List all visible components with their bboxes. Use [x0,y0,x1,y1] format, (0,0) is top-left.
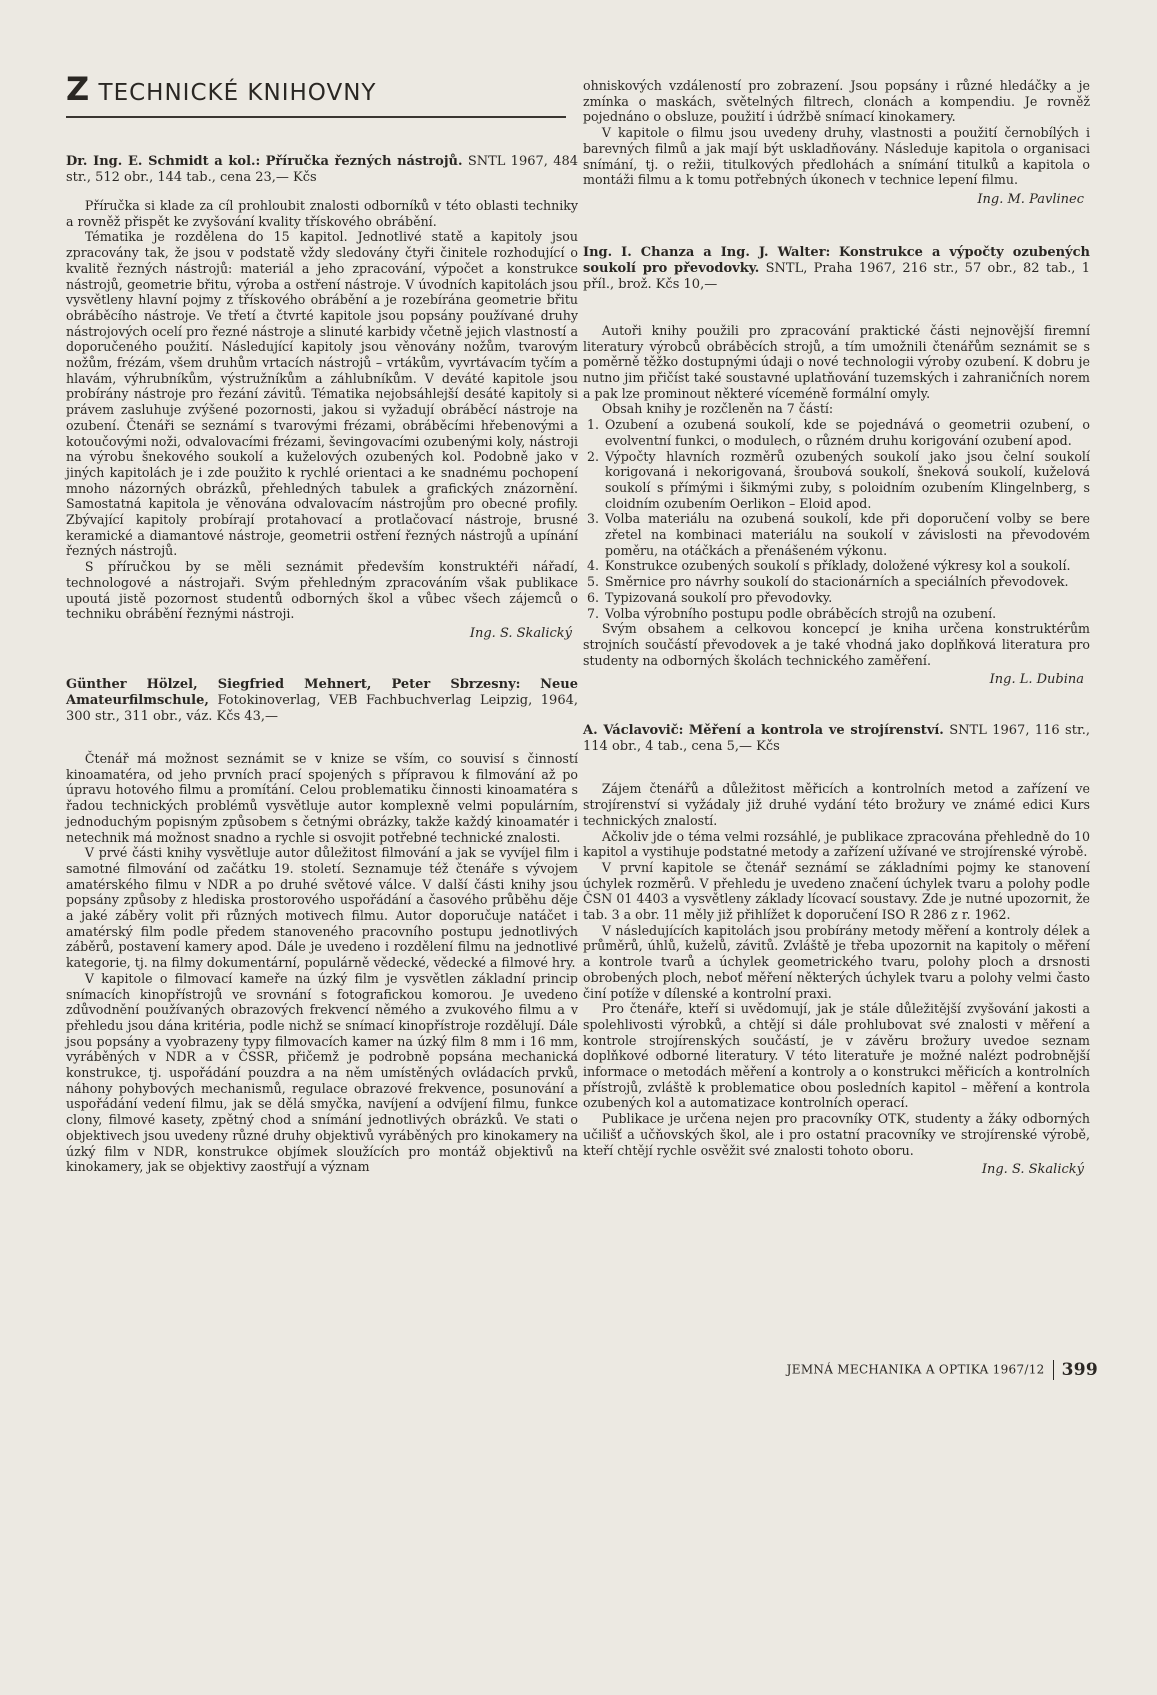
paragraph: V následujících kapitolách jsou probírány metody měření a kontroly délek a průměrů, úhlů, kuželů, závitů. Zvláště je třeba upozornit na kapitoly o měření a kontrole tvarů a úchylek geometrického tvaru, polohy ploch a drsnosti obrobených ploch, neboť měření některých úchylek tvaru a polohy velmi často činí potíže v dílenské a kontrolní praxi. [583,922,1090,1001]
review-pubinfo: SNTL 1967, 484 str., 512 obr., 144 tab., cena 23,— Kčs [66,154,579,185]
paragraph: S příručkou by se měli seznámit především konstruktéři nářadí, technologové a nástrojaři. Svým přehledným zpracováním však publikace upoutá jistě pozornost studentů odborných škol a vůbec všech zájemců o techniku obrábění řeznými nástroji. [66,559,578,622]
paragraph: Pro čtenáře, kteří si uvědomují, jak je stále důležitější zvyšování jakosti a spolehlivosti výrobků, a chtějí si dále prohlubovat své znalosti v měření a kontrole strojírenských součástí, je v závěru brožury uvedoe seznam doplňkové odborné literatury. V této literatuře je možné nalézt podrobnější informace o metodách měření a kontroly a o konstrukci měřicích a kontrolních přístrojů, zvláště k problematice obou posledních kapitol – měření a kontrola ozubených kol a automatizace kontrolních operací. [583,1001,1090,1111]
paragraph: Publikace je určena nejen pro pracovníky OTK, studenty a žáky odborných učilišť a učňovských škol, ale i pro ostatní pracovníky ve strojírenské výrobě, kteří chtějí rychle osvěžit své znalosti tohoto oboru. [583,1111,1090,1158]
review-chanza [583,245,1090,687]
review-citation [66,154,578,186]
list-item: 7. Volba výrobního postupu podle obráběcích strojů na ozubení. [603,606,1090,622]
review-body [583,781,1090,1158]
paragraph: Tématika je rozdělena do 15 kapitol. Jednotlivé statě a kapitoly jsou zpracovány tak, že jsou v podstatě vždy sledovány čtyři činitele rozhodující o kvalitě řezných nástrojů: materiál a jeho zpracování, výpočet a konstrukce nástrojů, geometrie břitu, výroba a ostření nástroje. V úvodních kapitolách jsou vysvětleny hlavní pojmy z třískového obrábění a je rozebírána geometrie břitu obráběcího nástroje. Ve třetí a čtvrté kapitole jsou popsány používané druhy nástrojových ocelí pro řezné nástroje a slinuté karbidy včetně jejich vlastností a doporučeného použití. Následující kapitoly jsou věnovány nožům, tvarovým nožům, frézám, všem druhům vrtacích nástrojů – vrtákům, vyvrtávacím tyčím a hlavám, výhrubníkům, výstružníkům a záhlubníkům. V deváté kapitole jsou probírány nástroje pro řezání závitů. Tématika nejobsáhlejší desáté kapitoly si právem zasluhuje zvýšené pozornosti, jakou si vyžadují obráběcí nástroje na ozubení. Čtenáři se seznámí s tvarovými frézami, obráběcími hřebenovými a kotoučovými noži, odvalovacími frézami, ševingovacími ozubenými koly, nástroji na výrobu šnekového soukolí a kuželových ozubených kol. Podobně jako v jiných kapitolách je i zde použito k rychlé orientaci a ke snadnému pochopení mnoho názorných obrázků, přehledných tabulek a grafických znázornění. Samostatná kapitola je věnována odvalovacím nástrojům pro obecné profily. Zbývající kapitoly probírají protahovací a protlačovací nástroje, brusné keramické a diamantové nástroje, geometrii ostření řezných nástrojů a upínání řezných nástrojů. [66,229,578,559]
review-signature: Ing. M. Pavlinec [977,191,1084,207]
paragraph: V první kapitole se čtenář seznámí se základními pojmy ke stanovení úchylek rozměrů. V přehledu je uvedeno značení úchylek tvaru a polohy podle ČSN 01 4403 a vysvětleny základy lícovací soustavy. Zde je nutné upozornit, že tab. 3 a obr. 11 měly již přihlížet k doporučení ISO R 286 z r. 1962. [583,859,1090,923]
list-item: 6. Typizovaná soukolí pro převodovky. [603,590,1090,606]
right-column [583,78,1090,1177]
paragraph: Autoři knihy použili pro zpracování praktické části nejnovější firemní literatury výrobců obráběcích strojů, a tím umožnili čtenářům seznámit se s poměrně těžko dostupnými údaji o nové technologii výroby ozubení. K dobru je nutno jim přičíst také soustavné uplatňování tuzemských i zahraničních norem a pak lze prominout některé víceméně formální omyly. [583,322,1090,401]
paragraph: ohniskových vzdáleností pro zobrazení. Jsou popsány i různé hledáčky a je zmínka o maskách, světelných filtrech, clonách a kompendiu. Je rovněž pojednáno o obsluze, použití i údržbě snímací kinokamery. [583,78,1090,125]
paragraph: Zájem čtenářů a důležitost měřicích a kontrolních metod a zařízení ve strojírenství si vyžádaly již druhé vydání této brožury ve známé edici Kurs technických znalostí. [583,781,1090,828]
list-item: 5. Směrnice pro návrhy soukolí do stacionárních a speciálních převodovek. [603,574,1090,590]
review-title: Konstrukce a výpočty ozubených soukolí pro převodovky. [583,244,1090,276]
list-item: 4. Konstrukce ozubených soukolí s příklady, doložené výkresy kol a soukolí. [603,558,1090,574]
review-hoelzel [66,677,578,1175]
paragraph: V kapitole o filmu jsou uvedeny druhy, vlastnosti a použití černobílých i barevných filmů a jak mají být uskladňovány. Následuje kapitola o organisaci snímání, tj. o režii, titulkových předlohách a snímání titulků a kapitola o montáži filmu a k tomu potřebných úkonech v technice lepení filmu. [583,125,1090,188]
review-signature: Ing. S. Skalický [981,1162,1084,1178]
left-column [66,70,578,1175]
review-pubinfo: Fotokinoverlag, VEB Fachbuchverlag Leipzig, 1964, 300 str., 311 obr., váz. Kčs 43,— [66,692,578,724]
list-item: 2. Výpočty hlavních rozměrů ozubených soukolí jako jsou čelní soukolí korigovaná i nekorigovaná, šroubová soukolí, šneková soukolí, kuželová soukolí s přímými i šikmými zuby, s poloidním ozubením Klingelnberg, s cloidním ozubením Oerlikon – Eloid apod. [603,449,1090,512]
review-citation [583,245,1090,293]
paragraph: V prvé části knihy vysvětluje autor důležitost filmování a jak se vyvíjel film i samotné filmování od začátku 19. století. Seznamuje též čtenáře s vývojem amatérského filmu v NDR a po druhé světové válce. V další části knihy jsou popsány způsoby z hlediska prostorového uspořádání a časového průběhu děje a jaké záběry volit při různých motivech filmu. Autor doporučuje natáčet i amatérský film podle předem stanoveného pracovního postupu jednotlivých záběrů, postavení kamery apod. Dále je uvedeno i rozdělení filmu na jednotlivé kategorie, tj. na filmy dokumentární, populárně vědecké, vědecké a filmové hry. [66,845,578,971]
review-body-outro [583,621,1090,668]
paragraph: Příručka si klade za cíl prohloubit znalosti odborníků v této oblasti techniky a rovněž přispět ke zvyšování kvality třískového obrábění. [66,198,578,229]
paragraph: Obsah knihy je rozčleněn na 7 částí: [601,401,834,417]
review-citation [66,677,578,725]
section-title [66,70,566,118]
section-title-initial: Z [66,70,91,108]
review-body [583,78,1090,188]
review-schmidt [66,154,578,641]
section-title-rest: TECHNICKÉ KNIHOVNY [90,80,377,106]
review-body [583,323,1090,417]
review-authors: Günther Hölzel, Siegfried Mehnert, Peter Sbrzesny: [66,676,521,692]
review-vaclavovic [583,723,1090,1177]
list-item: 3. Volba materiálu na ozubená soukolí, kde při doporučení volby se bere zřetel na kombinaci materiálu na soukolí v závislosti na převodovém poměru, na otáčkách a přenášeném výkonu. [603,511,1090,558]
review-pubinfo: SNTL 1967, 116 str., 114 obr., 4 tab., cena 5,— Kčs [583,723,1090,755]
review-title: Neue Amateurfilmschule, [66,676,578,708]
review-citation [583,723,1090,755]
review-body [66,198,578,622]
review-authors: A. Václavovič: [583,723,684,739]
review-body [66,751,578,1175]
review-title: Měření a kontrola ve strojírenství. [688,723,944,739]
list-item: 1. Ozubení a ozubená soukolí, kde se pojednává o geometrii ozubení, o evolventní funkci, o modulech, o různém druhu korigování ozubení apod. [603,417,1090,448]
paragraph: Čtenář má možnost seznámit se v knize se vším, co souvisí s činností kinoamatéra, od jeho prvních prací spojených s přípravou k filmování až po úpravu hotového filmu a promítání. Celou problematiku činnosti kinoamatéra s řadou technických problémů vysvětluje autor komplexně velmi populárním, jednoduchým popisným způsobem s četnými obrázky, takže každý kinoamatér i netechnik má možnost snadno a rychle si osvojit potřebné technické znalosti. [66,750,578,845]
review-signature: Ing. L. Dubina [989,672,1084,688]
review-pubinfo: SNTL, Praha 1967, 216 str., 57 obr., 82 tab., 1 příl., brož. Kčs 10,— [583,260,1090,292]
review-authors: Ing. I. Chanza a Ing. J. Walter: [583,244,831,260]
review-hoelzel-continued [583,78,1090,207]
contents-list [583,417,1090,621]
page-footer [738,1360,1098,1380]
paragraph: V kapitole o filmovací kameře na úzký film je vysvětlen základní princip snímacích kinopřístrojů ve srovnání s fotografickou komorou. Je uvedeno zdůvodnění používaných obrazových frekvencí němého a zvukového filmu a v přehledu jsou dána kritéria, podle nichž se snímací kinopřístroje rozdělují. Dále jsou popsány a vyobrazeny typy filmovacích kamer na úzký film 8 mm i 16 mm, vyráběných v NDR a v ČSSR, přičemž je podrobně popsána mechanická konstrukce, tj. uspořádání pouzdra a na něm umístěných ovládacích prvků, náhony pohybových mechanismů, regulace obrazové frekvence, posunování a uspořádání vedení filmu, jak se dělá smyčka, navíjení a odvíjení filmu, funkce clony, filmové kasety, zpětný chod a snímání jednotlivých obrázků. Ve stati o objektivech jsou uvedeny různé druhy objektivů vyráběných pro kinokamery na úzký film v NDR, konstrukce objímek sloužících pro montáž objektivů na kinokamery, jak se objektivy zaostřují a význam [66,970,578,1175]
journal-name: JEMNÁ MECHANIKA A OPTIKA 1967/12 [786,1362,1045,1377]
review-signature: Ing. S. Skalický [469,625,572,641]
review-title: Příručka řezných nástrojů. [265,154,463,169]
footer-divider [1053,1360,1054,1380]
page-number: 399 [1061,1360,1098,1380]
paragraph: Svým obsahem a celkovou koncepcí je kniha určena konstruktérům strojních součástí převodovek a je také vhodná jako doplňková literatura pro studenty na odborných školách technického zaměření. [583,621,1090,668]
review-authors: Dr. Ing. E. Schmidt a kol.: [66,154,261,169]
paragraph: Ačkoliv jde o téma velmi rozsáhlé, je publikace zpracována přehledně do 10 kapitol a vystihuje podstatné metody a zařízení užívané ve strojírenské výrobě. [583,828,1090,860]
